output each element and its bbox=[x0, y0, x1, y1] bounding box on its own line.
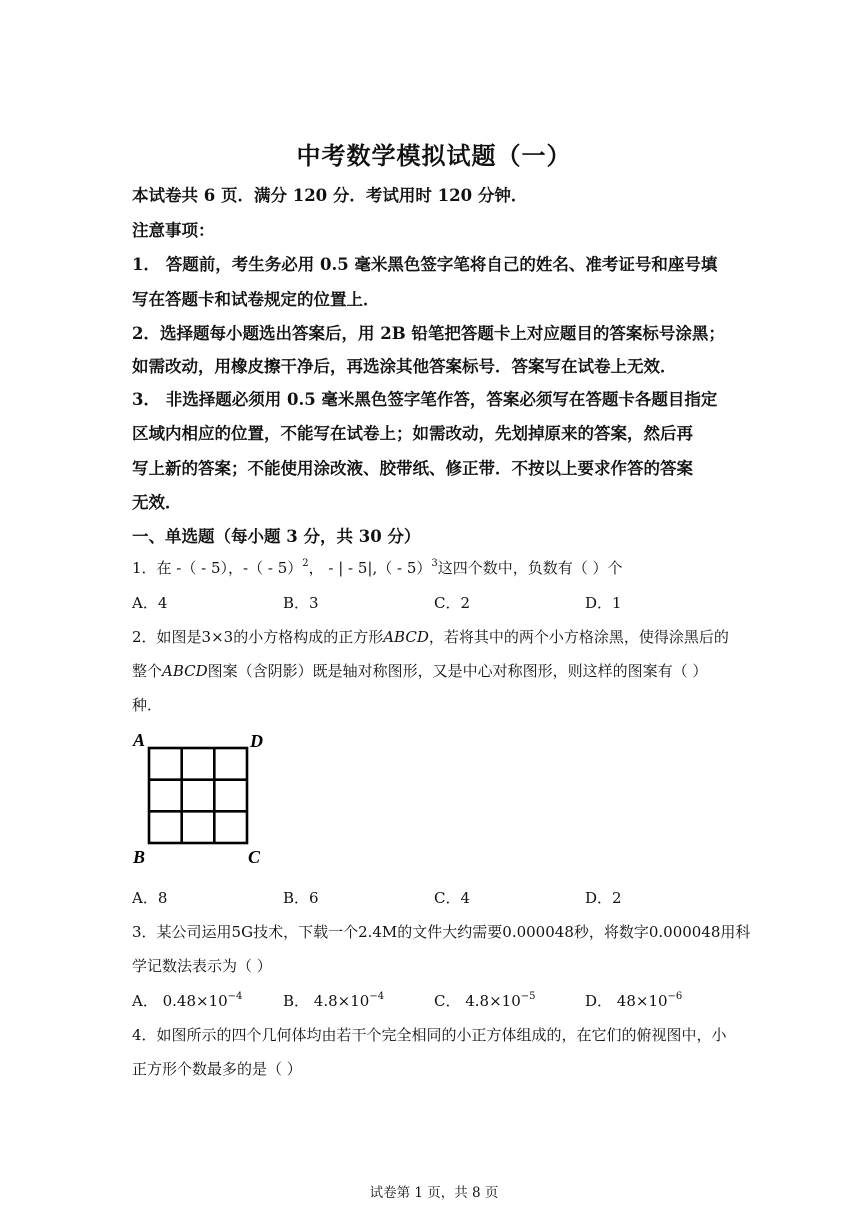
q1-pre: 1．在 -（ - 5），-（ - 5） bbox=[132, 559, 303, 577]
q3-option-b-base: B． 4.8×10 bbox=[283, 992, 370, 1010]
q2-option-b: B．6 bbox=[283, 889, 319, 907]
q3-option-b-exp: −4 bbox=[369, 991, 385, 1002]
q3-option-a-exp: −4 bbox=[227, 991, 243, 1002]
question-2-line-1 bbox=[132, 626, 729, 647]
exam-intro: 本试卷共 6 页．满分 120 分．考试用时 120 分钟． bbox=[132, 186, 528, 205]
q2-option-d: D．2 bbox=[585, 889, 622, 907]
q2-line1-pre: 2．如图是3×3的小方格构成的正方形 bbox=[132, 628, 384, 646]
q3-option-b bbox=[283, 990, 384, 1011]
q2-option-c: C．4 bbox=[434, 889, 471, 907]
notice-line: 区域内相应的位置，不能写在试卷上；如需改动，先划掉原来的答案，然后再 bbox=[132, 424, 693, 443]
q3-option-d-base: D． 48×10 bbox=[585, 992, 668, 1010]
notice-line: 如需改动，用橡皮擦干净后，再选涂其他答案标号．答案写在试卷上无效． bbox=[132, 357, 677, 376]
notice-line: 1． 答题前，考生务必用 0.5 毫米黑色签字笔将自己的姓名、准考证号和座号填 bbox=[132, 255, 718, 274]
grid-lines bbox=[149, 748, 247, 843]
vertex-label-b: B bbox=[133, 847, 146, 867]
question-2-line-2 bbox=[132, 660, 707, 681]
grid-figure bbox=[130, 728, 280, 870]
notice-line: 写在答题卡和试卷规定的位置上． bbox=[132, 290, 380, 309]
notice-heading: 注意事项： bbox=[132, 221, 215, 240]
q3-option-d bbox=[585, 990, 682, 1011]
q2-line2-post: 图案（含阴影）既是轴对称图形，又是中心对称图形，则这样的图案有（ ） bbox=[207, 662, 708, 680]
question-3-line-1: 3．某公司运用5G技术，下载一个2.4M的文件大约需要0.000048秒，将数字0.000048用科 bbox=[132, 923, 751, 941]
q3-option-d-exp: −6 bbox=[667, 991, 683, 1002]
q1-post: 这四个数中，负数有（ ）个 bbox=[437, 559, 623, 577]
q3-option-c-exp: −5 bbox=[520, 991, 536, 1002]
q1-option-b: B．3 bbox=[283, 594, 319, 612]
vertex-label-d: D bbox=[250, 731, 263, 751]
q1-option-a: A．4 bbox=[132, 594, 168, 612]
section-heading: 一、单选题（每小题 3 分，共 30 分） bbox=[132, 527, 421, 546]
grid-outer-square bbox=[149, 748, 247, 843]
notice-line: 写上新的答案；不能使用涂改液、胶带纸、修正带．不按以上要求作答的答案 bbox=[132, 459, 693, 478]
vertex-label-a: A bbox=[133, 730, 146, 750]
q1-exponent-2: 3 bbox=[431, 558, 438, 569]
question-2-line-3: 种． bbox=[132, 696, 163, 714]
notice-line: 无效． bbox=[132, 493, 182, 512]
q2-var-abcd: ABCD bbox=[383, 628, 429, 646]
question-3-line-2: 学记数法表示为（ ） bbox=[132, 957, 272, 975]
q2-line1-post: ，若将其中的两个小方格涂黑，使得涂黑后的 bbox=[428, 628, 729, 646]
q1-exponent-1: 2 bbox=[302, 558, 309, 569]
notice-line: 2．选择题每小题选出答案后，用 2B 铅笔把答题卡上对应题目的答案标号涂黑； bbox=[132, 324, 725, 343]
q3-option-c bbox=[434, 990, 536, 1011]
page-footer: 试卷第 1 页，共 8 页 bbox=[369, 1185, 499, 1201]
q3-option-a bbox=[132, 990, 242, 1011]
vertex-label-c: C bbox=[248, 847, 261, 867]
q3-option-a-base: A． 0.48×10 bbox=[132, 992, 228, 1010]
question-4-line-2: 正方形个数最多的是（ ） bbox=[132, 1060, 302, 1078]
q2-var-abcd: ABCD bbox=[162, 662, 208, 680]
q2-option-a: A．8 bbox=[132, 889, 168, 907]
q3-option-c-base: C． 4.8×10 bbox=[434, 992, 521, 1010]
q1-option-c: C．2 bbox=[434, 594, 471, 612]
question-4-line-1: 4．如图所示的四个几何体均由若干个完全相同的小正方体组成的，在它们的俯视图中，小 bbox=[132, 1026, 727, 1044]
page-title: 中考数学模拟试题（一） bbox=[296, 141, 572, 170]
q1-option-d: D．1 bbox=[585, 594, 622, 612]
q1-mid: ， - | - 5|,（ - 5） bbox=[308, 559, 432, 577]
notice-line: 3． 非选择题必须用 0.5 毫米黑色签字笔作答，答案必须写在答题卡各题目指定 bbox=[132, 390, 718, 409]
q2-line2-pre: 整个 bbox=[132, 662, 163, 680]
question-1-text bbox=[132, 557, 623, 578]
